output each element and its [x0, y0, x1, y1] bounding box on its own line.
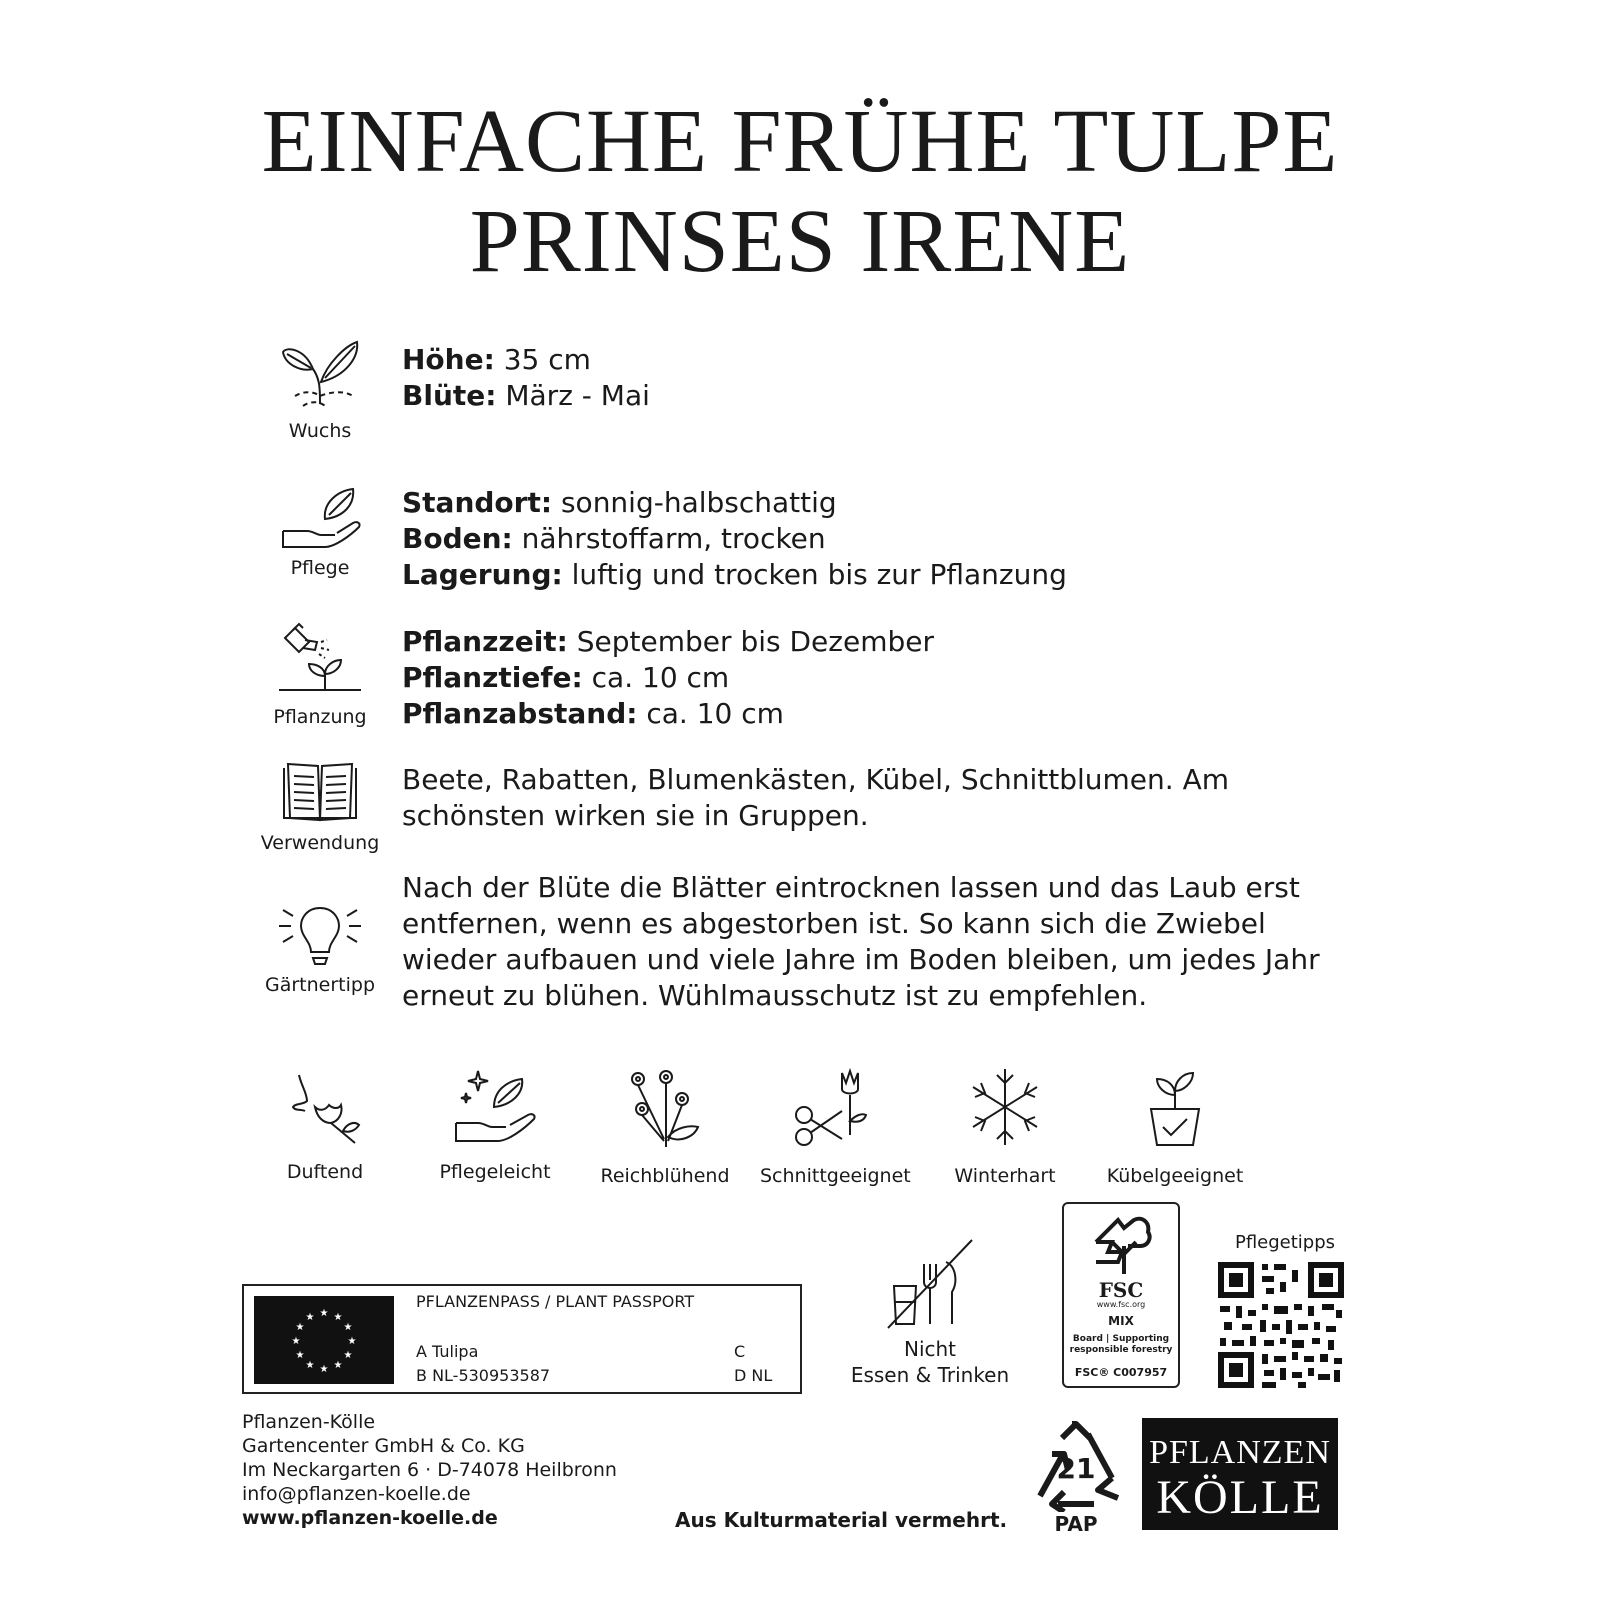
flowers-icon: [620, 1065, 710, 1149]
feature-winterhart: [930, 1065, 1080, 1187]
svg-text:★: ★: [343, 1350, 353, 1361]
fsc-tree-icon: [1088, 1212, 1158, 1278]
address-line-2: Gartencenter GmbH & Co. KG: [242, 1435, 525, 1457]
fsc-code: FSC® C007957: [1074, 1366, 1168, 1379]
feature-schnittgeeignet: [760, 1065, 910, 1187]
eu-flag: [254, 1296, 394, 1384]
passport-a: A Tulipa: [416, 1342, 479, 1361]
plant-passport: [242, 1284, 802, 1394]
feature-reichbluehend: [590, 1065, 740, 1187]
feature-kuebelgeeignet: [1100, 1065, 1250, 1187]
fsc-board-line-2: responsible forestry: [1069, 1345, 1173, 1355]
pflege-info: [402, 485, 1302, 593]
feature-reichbluehend-label: Reichblühend: [600, 1165, 730, 1187]
fsc-board: [1064, 1334, 1178, 1356]
seedling-icon: [275, 334, 365, 414]
logo-line-1: PFLANZEN: [1149, 1434, 1331, 1471]
pflanztiefe-key: Pflanztiefe:: [402, 661, 583, 694]
feature-duftend: [250, 1065, 400, 1183]
fsc-url: www.fsc.org: [1096, 1300, 1146, 1309]
book-icon: [280, 760, 360, 826]
logo-line-2: KÖLLE: [1156, 1471, 1324, 1524]
boden-value: nährstoffarm, trocken: [521, 522, 826, 555]
pflege-icon-box: [250, 485, 390, 579]
svg-text:★: ★: [319, 1364, 329, 1375]
lightbulb-icon: [275, 902, 365, 968]
address-email[interactable]: info@pflanzen-koelle.de: [242, 1483, 471, 1505]
hand-leaf-icon: [275, 485, 365, 551]
feature-kuebelgeeignet-label: Kübelgeeignet: [1106, 1165, 1244, 1187]
hand-sparkle-icon: [450, 1065, 540, 1145]
lagerung-key: Lagerung:: [402, 558, 563, 591]
pflanztiefe-value: ca. 10 cm: [591, 661, 730, 694]
verwendung-label: Verwendung: [260, 832, 380, 854]
passport-title: PFLANZENPASS / PLANT PASSPORT: [416, 1292, 695, 1311]
svg-text:★: ★: [333, 1360, 343, 1371]
gaertnertipp-label: Gärtnertipp: [264, 974, 376, 996]
svg-text:★: ★: [319, 1308, 329, 1319]
hoehe-key: Höhe:: [402, 343, 495, 376]
feature-pflegeleicht-label: Pflegeleicht: [439, 1161, 551, 1183]
passport-b: B NL-530953587: [416, 1366, 551, 1385]
gaertnertipp-icon-box: [250, 902, 390, 996]
tipp-line-4: erneut zu blühen. Wühlmausschutz ist zu empfehlen.: [402, 979, 1148, 1012]
boden-key: Boden:: [402, 522, 513, 555]
bluete-value: März - Mai: [505, 379, 650, 412]
passport-d: D NL: [734, 1366, 773, 1385]
pflanzung-info: [402, 624, 1302, 732]
svg-text:★: ★: [305, 1312, 315, 1323]
eu-stars-icon: [254, 1296, 394, 1384]
pflanzung-icon-box: [250, 620, 390, 728]
verwendung-line-2: schönsten wirken sie in Gruppen.: [402, 799, 869, 832]
svg-text:★: ★: [295, 1322, 305, 1333]
no-eat-drink-icon: [880, 1236, 980, 1332]
fsc-board-line-1: Board | Supporting: [1072, 1334, 1170, 1344]
qr-code-icon[interactable]: [1218, 1262, 1344, 1388]
wuchs-info: [402, 342, 1302, 414]
verwendung-info: [402, 762, 1302, 834]
pflanzen-koelle-logo: [1142, 1418, 1338, 1530]
recycling-code: PAP: [1054, 1512, 1098, 1536]
bluete-key: Blüte:: [402, 379, 497, 412]
address-line-3: Im Neckargarten 6 · D-74078 Heilbronn: [242, 1459, 617, 1481]
address-line-1: Pflanzen-Kölle: [242, 1411, 376, 1433]
standort-value: sonnig-halbschattig: [560, 486, 837, 519]
svg-text:★: ★: [343, 1322, 353, 1333]
feature-schnittgeeignet-label: Schnittgeeignet: [760, 1165, 911, 1187]
svg-text:★: ★: [305, 1360, 315, 1371]
fsc-name: FSC: [1098, 1278, 1144, 1302]
standort-key: Standort:: [402, 486, 553, 519]
pflege-label: Pflege: [290, 557, 350, 579]
recycling-mark: [1028, 1420, 1124, 1536]
svg-text:★: ★: [295, 1350, 305, 1361]
tipp-line-3: wieder aufbauen und viele Jahre im Boden bleiben, um jedes Jahr: [402, 943, 1320, 976]
watering-can-icon: [275, 620, 365, 700]
recycling-number: 21: [1056, 1452, 1096, 1485]
page-title-line-1: EINFACHE FRÜHE TULPE: [261, 92, 1339, 191]
feature-winterhart-label: Winterhart: [954, 1165, 1056, 1187]
feature-duftend-label: Duftend: [286, 1161, 364, 1183]
not-edible-line-1: Nicht: [903, 1337, 957, 1361]
page-title-line-2: PRINSES IRENE: [469, 192, 1131, 291]
not-edible-line-2: Essen & Trinken: [850, 1363, 1010, 1387]
svg-text:★: ★: [291, 1336, 301, 1347]
hoehe-value: 35 cm: [503, 343, 591, 376]
not-edible-notice: [850, 1236, 1010, 1388]
wuchs-icon-box: [250, 334, 390, 442]
feature-icons: [250, 1065, 1350, 1205]
pflanzzeit-key: Pflanzzeit:: [402, 625, 568, 658]
verwendung-line-1: Beete, Rabatten, Blumenkästen, Kübel, Schnittblumen. Am: [402, 763, 1229, 796]
pflanzabstand-key: Pflanzabstand:: [402, 697, 638, 730]
svg-text:★: ★: [333, 1312, 343, 1323]
verwendung-icon-box: [250, 760, 390, 854]
pflanzabstand-value: ca. 10 cm: [646, 697, 784, 730]
wuchs-label: Wuchs: [288, 420, 352, 442]
snowflake-icon: [965, 1065, 1045, 1149]
passport-c: C: [734, 1342, 746, 1361]
culture-note: Aus Kulturmaterial vermehrt.: [675, 1508, 1008, 1532]
fsc-mix: MIX: [1108, 1314, 1134, 1328]
pflanzung-label: Pflanzung: [273, 706, 367, 728]
tipp-line-1: Nach der Blüte die Blätter eintrocknen lassen und das Laub erst: [402, 871, 1300, 904]
nose-flower-icon: [285, 1065, 365, 1145]
gaertnertipp-info: [402, 870, 1320, 1014]
qr-label: Pflegetipps: [1234, 1232, 1336, 1253]
pflanzzeit-value: September bis Dezember: [576, 625, 934, 658]
lagerung-value: luftig und trocken bis zur Pflanzung: [571, 558, 1067, 591]
scissors-tulip-icon: [790, 1065, 880, 1149]
pot-check-icon: [1135, 1065, 1215, 1149]
fsc-badge: [1062, 1202, 1180, 1388]
address-website[interactable]: www.pflanzen-koelle.de: [242, 1507, 498, 1529]
feature-pflegeleicht: [420, 1065, 570, 1183]
tipp-line-2: entfernen, wenn es abgestorben ist. So kann sich die Zwiebel: [402, 907, 1266, 940]
svg-text:★: ★: [347, 1336, 357, 1347]
company-address: [242, 1410, 617, 1530]
